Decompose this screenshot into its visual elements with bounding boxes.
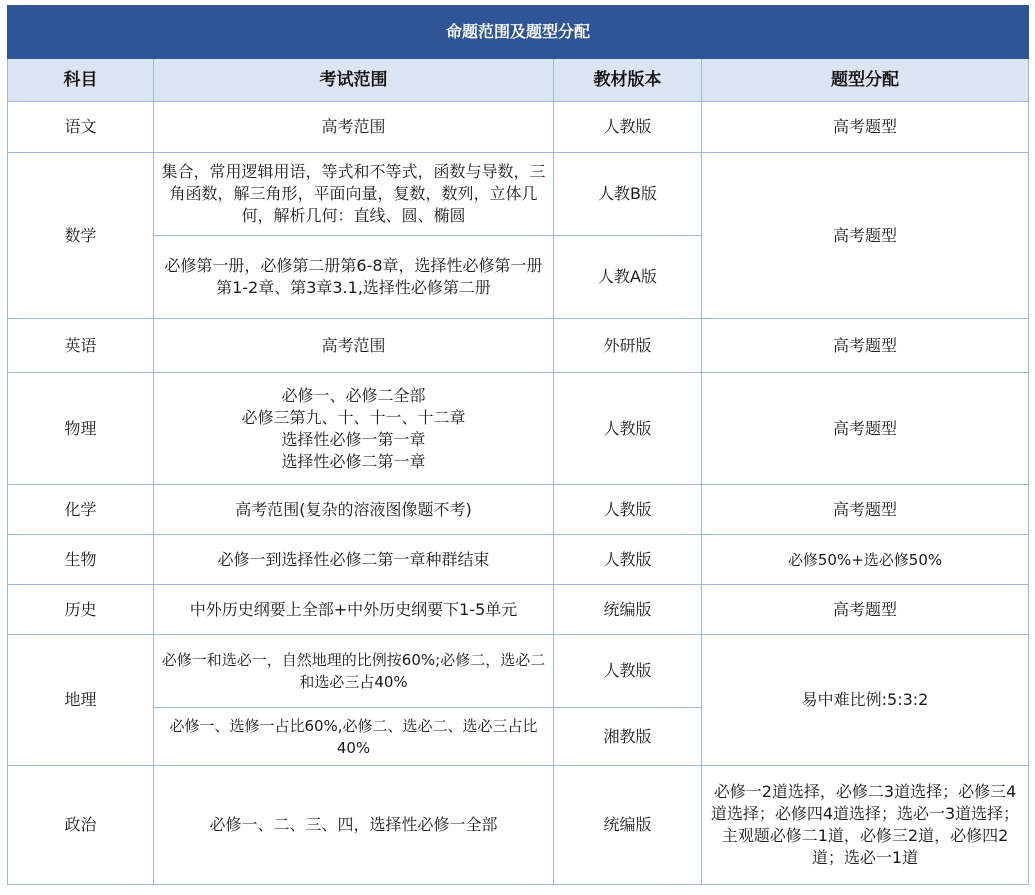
table-row-chemistry (8, 485, 1029, 535)
types-cell: 高考题型 (702, 585, 1029, 635)
edition-cell: 人教版 (554, 102, 702, 153)
edition-cell: 人教版 (554, 635, 702, 708)
subject-cell: 数学 (8, 153, 154, 319)
header-scope: 考试范围 (154, 59, 554, 102)
edition-cell: 湘教版 (554, 708, 702, 766)
edition-cell: 外研版 (554, 319, 702, 373)
subject-cell: 生物 (8, 535, 154, 585)
table-row-physics (8, 373, 1029, 485)
scope-cell: 必修一、必修二全部 必修三第九、十、十一、十二章 选择性必修一第一章 选择性必修二第一章 (154, 373, 554, 485)
subject-cell: 地理 (8, 635, 154, 766)
types-cell: 高考题型 (702, 153, 1029, 319)
table-header-row (8, 59, 1029, 102)
table-row-geography (8, 635, 1029, 708)
subject-cell: 历史 (8, 585, 154, 635)
subject-cell: 语文 (8, 102, 154, 153)
scope-cell: 高考范围 (154, 319, 554, 373)
exam-scope-table-container (7, 5, 1028, 885)
types-cell: 高考题型 (702, 319, 1029, 373)
table-row-biology (8, 535, 1029, 585)
exam-scope-table (7, 5, 1029, 885)
header-edition: 教材版本 (554, 59, 702, 102)
header-subject: 科目 (8, 59, 154, 102)
edition-cell: 人教版 (554, 373, 702, 485)
edition-cell: 人教A版 (554, 236, 702, 319)
table-row-politics (8, 766, 1029, 885)
edition-cell: 统编版 (554, 766, 702, 885)
subject-cell: 化学 (8, 485, 154, 535)
scope-cell: 高考范围 (154, 102, 554, 153)
types-cell: 易中难比例:5:3:2 (702, 635, 1029, 766)
types-cell: 高考题型 (702, 485, 1029, 535)
header-question-types: 题型分配 (702, 59, 1029, 102)
types-cell: 高考题型 (702, 373, 1029, 485)
table-row-history (8, 585, 1029, 635)
edition-cell: 人教版 (554, 535, 702, 585)
edition-cell: 人教B版 (554, 153, 702, 236)
subject-cell: 英语 (8, 319, 154, 373)
scope-cell: 必修一和选必一，自然地理的比例按60%;必修二，选必二和选必三占40% (154, 635, 554, 708)
types-cell: 必修50%+选必修50% (702, 535, 1029, 585)
table-row-english (8, 319, 1029, 373)
table-row-math (8, 153, 1029, 236)
subject-cell: 政治 (8, 766, 154, 885)
edition-cell: 人教版 (554, 485, 702, 535)
scope-cell: 必修一、二、三、四，选择性必修一全部 (154, 766, 554, 885)
scope-cell: 必修第一册，必修第二册第6-8章，选择性必修第一册第1-2章、第3章3.1,选择性必修第二册 (154, 236, 554, 319)
subject-cell: 物理 (8, 373, 154, 485)
scope-cell: 必修一、选修一占比60%,必修二、选必二、选必三占比40% (154, 708, 554, 766)
scope-cell: 必修一到选择性必修二第一章种群结束 (154, 535, 554, 585)
scope-cell: 集合，常用逻辑用语，等式和不等式，函数与导数，三角函数，解三角形，平面向量，复数，数列，立体几何，解析几何：直线、圆、椭圆 (154, 153, 554, 236)
table-title: 命题范围及题型分配 (8, 6, 1029, 59)
scope-cell: 中外历史纲要上全部+中外历史纲要下1-5单元 (154, 585, 554, 635)
table-title-row (8, 6, 1029, 59)
table-row-chinese (8, 102, 1029, 153)
types-cell: 高考题型 (702, 102, 1029, 153)
types-cell: 必修一2道选择，必修二3道选择；必修三4道选择；必修四4道选择；选必一3道选择；主观题必修二1道，必修三2道，必修四2道；选必一1道 (702, 766, 1029, 885)
scope-cell: 高考范围(复杂的溶液图像题不考) (154, 485, 554, 535)
edition-cell: 统编版 (554, 585, 702, 635)
